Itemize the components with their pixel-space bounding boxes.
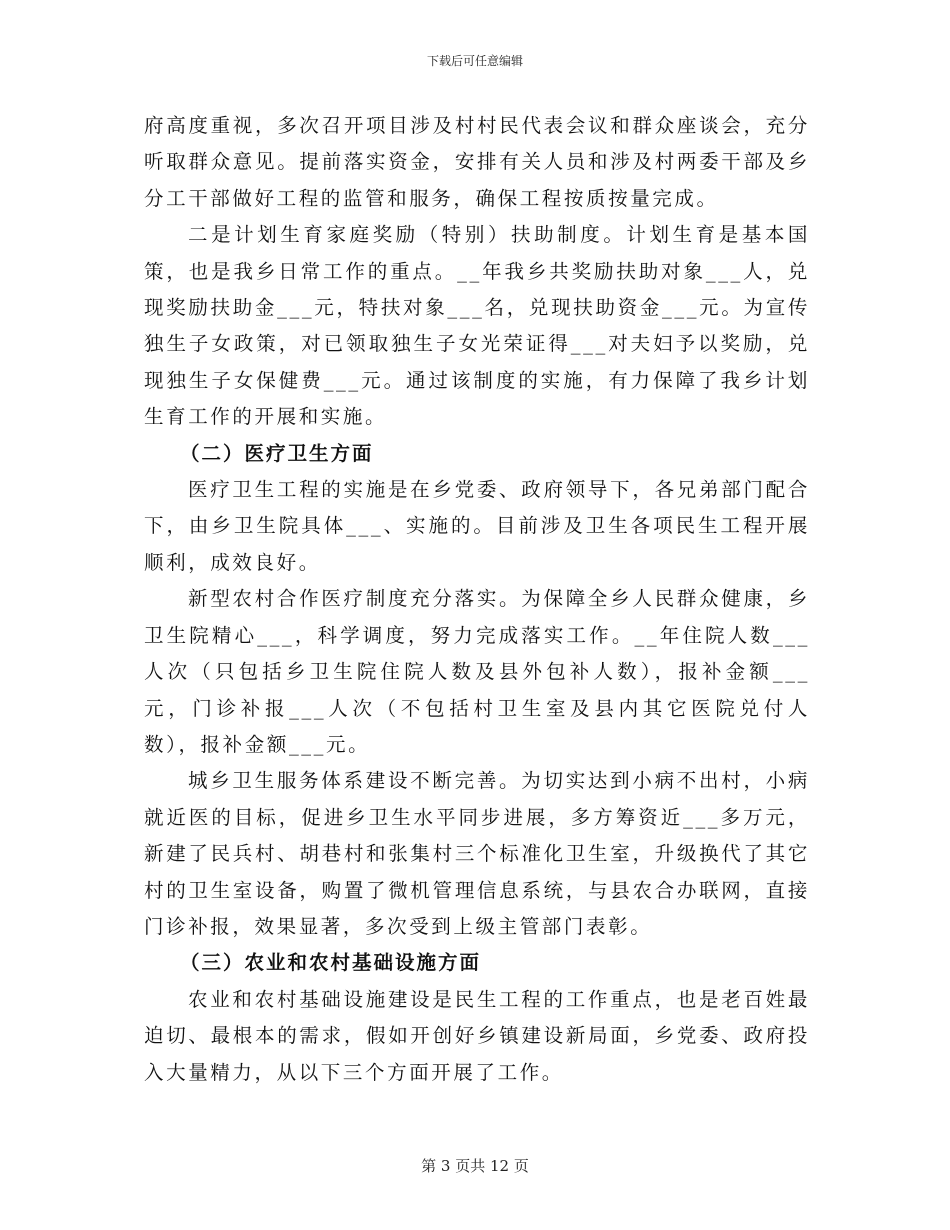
- section-heading-medical: （二）医疗卫生方面: [180, 441, 374, 465]
- paragraph-medical-intro: 医疗卫生工程的实施是在乡党委、政府领导下，各兄弟部门配合下，由乡卫生院具体___、实施的。目前涉及卫生各项民生工程开展顺利，成效良好。: [144, 478, 810, 574]
- section-heading-agriculture: （三）农业和农村基础设施方面: [180, 951, 482, 975]
- paragraph-health-service-system: 城乡卫生服务体系建设不断完善。为切实达到小病不出村，小病就近医的目标，促进乡卫生水平同步进展，多方筹资近___多万元，新建了民兵村、胡巷村和张集村三个标准化卫生室，升级换代了其它村的卫生室设备，购置了微机管理信息系统，与县农合办联网，直接门诊补报，效果显著，多次受到上级主管部门表彰。: [144, 769, 810, 938]
- page-header-note: 下载后可任意编辑: [426, 54, 523, 68]
- page-number: 第 3 页共 12 页: [421, 1157, 529, 1175]
- paragraph-family-planning: 二是计划生育家庭奖励（特别）扶助制度。计划生育是基本国策，也是我乡日常工作的重点。__年我乡共奖励扶助对象___人，兑现奖励扶助金___元，特扶对象___名，兑现扶助资金___元。为宣传独生子女政策，对已领取独生子女光荣证得___对夫妇予以奖励，兑现独生子女保健费___元。通过该制度的实施，有力保障了我乡计划生育工作的开展和实施。: [144, 223, 810, 429]
- paragraph-agriculture-intro: 农业和农村基础设施建设是民生工程的工作重点，也是老百姓最迫切、最根本的需求，假如开创好乡镇建设新局面，乡党委、政府投入大量精力，从以下三个方面开展了工作。: [144, 987, 810, 1084]
- document-body: [144, 108, 810, 1091]
- paragraph-rural-cooperative-medical: 新型农村合作医疗制度充分落实。为保障全乡人民群众健康，乡卫生院精心___，科学调度，努力完成落实工作。__年住院人数___人次（只包括乡卫生院住院人数及县外包补人数），报补金额___元，门诊补报___人次（不包括村卫生室及县内其它医院兑付人数），报补金额___元。: [144, 587, 810, 756]
- paragraph-continuation: 府高度重视，多次召开项目涉及村村民代表会议和群众座谈会，充分听取群众意见。提前落实资金，安排有关人员和涉及村两委干部及乡分工干部做好工程的监管和服务，确保工程按质按量完成。: [144, 114, 810, 210]
